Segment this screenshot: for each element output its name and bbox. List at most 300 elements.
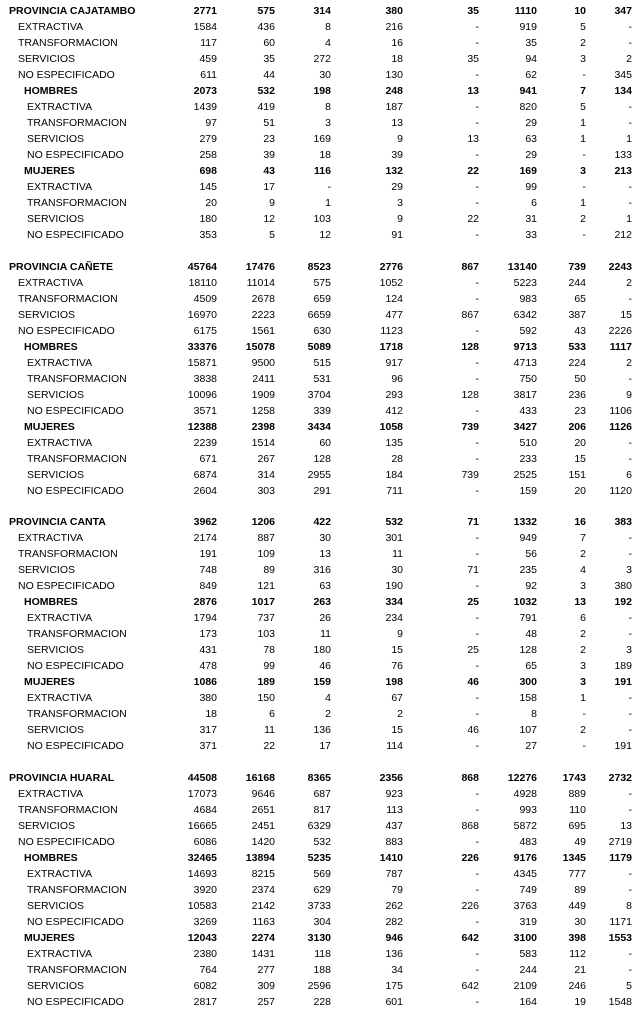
row-label: SERVICIOS: [18, 309, 75, 321]
table-cell: 65: [525, 660, 537, 672]
table-cell: 13: [467, 85, 479, 97]
table-cell: 1117: [609, 341, 632, 353]
row-label: EXTRACTIVA: [18, 21, 84, 33]
table-cell: 99: [525, 181, 537, 193]
table-cell: 8: [626, 900, 632, 912]
table-cell: 9: [397, 133, 403, 145]
row-label: EXTRACTIVA: [27, 357, 93, 369]
table-cell: 319: [519, 916, 537, 928]
table-cell: 3920: [193, 884, 217, 896]
table-cell: 946: [385, 932, 403, 944]
table-row: [0, 435, 636, 451]
table-cell: 387: [568, 309, 586, 321]
table-cell: 282: [385, 916, 403, 928]
table-row: [0, 578, 636, 594]
table-cell: 1: [626, 133, 632, 145]
province-total-row: [0, 514, 636, 530]
table-cell: 9: [626, 389, 632, 401]
table-cell: 124: [385, 293, 403, 305]
table-cell: 164: [519, 996, 537, 1008]
row-label: EXTRACTIVA: [18, 788, 84, 800]
table-cell: 23: [263, 133, 275, 145]
table-row: [0, 35, 636, 51]
table-cell: -: [582, 740, 586, 752]
table-cell: 1909: [251, 389, 275, 401]
table-cell: 10: [574, 5, 586, 17]
table-cell: -: [475, 836, 479, 848]
table-cell: 2732: [608, 772, 632, 784]
row-label: TRANSFORMACION: [27, 708, 127, 720]
table-cell: 1332: [513, 516, 537, 528]
table-cell: 2719: [608, 836, 632, 848]
table-cell: -: [327, 181, 331, 193]
row-label: SERVICIOS: [18, 53, 75, 65]
table-cell: 117: [200, 37, 217, 49]
table-row: [0, 387, 636, 403]
table-cell: 12276: [507, 772, 537, 784]
table-row: [0, 818, 636, 834]
table-row: [0, 786, 636, 802]
table-row: [0, 722, 636, 738]
table-cell: -: [628, 868, 632, 880]
table-cell: 198: [385, 676, 403, 688]
table-cell: 15871: [187, 357, 217, 369]
table-cell: 35: [263, 53, 275, 65]
table-cell: 1514: [251, 437, 275, 449]
table-cell: 353: [199, 229, 217, 241]
table-cell: -: [475, 357, 479, 369]
table-cell: 1584: [193, 21, 217, 33]
table-cell: 380: [614, 580, 632, 592]
row-label: PROVINCIA CAÑETE: [9, 261, 114, 273]
table-cell: 531: [313, 373, 331, 385]
table-cell: 44: [263, 69, 275, 81]
table-cell: 1: [580, 117, 586, 129]
table-cell: 339: [313, 405, 331, 417]
table-cell: 45764: [187, 261, 217, 273]
table-cell: 23: [574, 405, 586, 417]
table-cell: 189: [257, 676, 275, 688]
table-cell: 1439: [193, 101, 217, 113]
table-cell: 303: [257, 485, 275, 497]
table-cell: 151: [568, 469, 586, 481]
table-cell: 316: [313, 564, 331, 576]
table-cell: 3817: [513, 389, 537, 401]
table-cell: -: [628, 373, 632, 385]
table-cell: 3838: [193, 373, 217, 385]
table-cell: 8: [531, 708, 537, 720]
table-cell: 868: [461, 772, 479, 784]
table-cell: 345: [614, 69, 632, 81]
table-cell: 2: [397, 708, 403, 720]
table-cell: 51: [263, 117, 275, 129]
table-cell: 18: [391, 53, 403, 65]
table-cell: 2678: [251, 293, 275, 305]
table-cell: 436: [257, 21, 275, 33]
table-cell: 2239: [193, 437, 217, 449]
table-cell: 777: [568, 868, 586, 880]
table-cell: 30: [574, 916, 586, 928]
table-cell: -: [628, 692, 632, 704]
table-cell: 431: [199, 644, 217, 656]
table-cell: 1: [580, 197, 586, 209]
table-cell: 7: [580, 85, 586, 97]
table-cell: 11: [264, 724, 275, 736]
table-cell: 2: [580, 213, 586, 225]
table-cell: 2243: [608, 261, 632, 273]
table-cell: 867: [461, 309, 479, 321]
table-cell: 6: [580, 612, 586, 624]
row-label: SERVICIOS: [27, 469, 84, 481]
table-cell: 6086: [193, 836, 217, 848]
table-cell: 3: [580, 580, 586, 592]
table-cell: 422: [313, 516, 331, 528]
table-cell: 5872: [513, 820, 537, 832]
table-cell: 1431: [251, 948, 275, 960]
table-cell: 109: [257, 548, 275, 560]
table-cell: 1553: [608, 932, 632, 944]
table-cell: 277: [257, 964, 275, 976]
table-cell: 1561: [251, 325, 275, 337]
table-cell: 6659: [307, 309, 331, 321]
table-cell: 79: [391, 884, 403, 896]
row-label: EXTRACTIVA: [27, 101, 93, 113]
table-cell: 2411: [252, 373, 275, 385]
table-cell: 279: [199, 133, 217, 145]
table-cell: 817: [313, 804, 331, 816]
table-cell: -: [475, 580, 479, 592]
table-row: [0, 882, 636, 898]
table-cell: 244: [519, 964, 537, 976]
table-cell: 8: [325, 21, 331, 33]
table-cell: 17: [263, 181, 275, 193]
table-cell: 71: [467, 564, 479, 576]
table-cell: 923: [385, 788, 403, 800]
table-cell: 2: [580, 644, 586, 656]
table-cell: 889: [568, 788, 586, 800]
table-cell: 6: [626, 469, 632, 481]
table-cell: 8523: [307, 261, 331, 273]
row-label: EXTRACTIVA: [27, 868, 93, 880]
table-cell: 695: [568, 820, 586, 832]
table-cell: 173: [199, 628, 217, 640]
table-cell: 1420: [251, 836, 275, 848]
table-cell: 2: [580, 37, 586, 49]
table-cell: 191: [614, 676, 632, 688]
table-cell: -: [475, 69, 479, 81]
table-row: [0, 690, 636, 706]
table-cell: -: [628, 197, 632, 209]
table-cell: -: [475, 884, 479, 896]
table-cell: 17: [319, 740, 331, 752]
row-label: SERVICIOS: [27, 213, 84, 225]
table-cell: 18110: [188, 277, 217, 289]
group-total-row: [0, 339, 636, 355]
table-cell: 2876: [193, 596, 217, 608]
table-cell: -: [582, 181, 586, 193]
table-cell: 347: [614, 5, 632, 17]
table-cell: 175: [385, 980, 403, 992]
table-cell: 1123: [380, 325, 403, 337]
table-cell: 63: [525, 133, 537, 145]
table-cell: 510: [519, 437, 537, 449]
table-cell: 15: [620, 309, 632, 321]
table-row: [0, 451, 636, 467]
table-cell: 159: [313, 676, 331, 688]
table-cell: 13: [319, 548, 331, 560]
row-label: NO ESPECIFICADO: [27, 916, 124, 928]
table-cell: 532: [257, 85, 275, 97]
table-cell: 3: [580, 660, 586, 672]
table-cell: 272: [313, 53, 331, 65]
table-cell: 8365: [307, 772, 331, 784]
table-cell: 30: [319, 69, 331, 81]
table-cell: 113: [386, 804, 403, 816]
table-cell: 18: [319, 149, 331, 161]
table-row: [0, 994, 636, 1010]
table-row: [0, 530, 636, 546]
group-total-row: [0, 594, 636, 610]
table-cell: -: [475, 485, 479, 497]
table-cell: 3733: [307, 900, 331, 912]
table-row: [0, 403, 636, 419]
table-cell: 13: [574, 596, 586, 608]
table-cell: 314: [313, 5, 331, 17]
table-cell: 94: [525, 53, 537, 65]
table-cell: 2604: [193, 485, 217, 497]
table-cell: 1126: [609, 421, 632, 433]
table-cell: 128: [461, 389, 479, 401]
table-cell: 3: [580, 53, 586, 65]
table-cell: 9: [397, 628, 403, 640]
row-label: HOMBRES: [24, 341, 78, 353]
table-cell: 3: [580, 676, 586, 688]
table-cell: 983: [519, 293, 537, 305]
table-cell: 31: [525, 213, 537, 225]
table-cell: 30: [391, 564, 403, 576]
table-cell: 116: [314, 165, 331, 177]
table-cell: 29: [525, 117, 537, 129]
table-cell: 3571: [193, 405, 217, 417]
table-cell: 642: [461, 980, 479, 992]
table-cell: 2398: [251, 421, 275, 433]
table-cell: 300: [519, 676, 537, 688]
table-cell: 13: [620, 820, 632, 832]
row-label: EXTRACTIVA: [27, 181, 93, 193]
table-cell: 9646: [251, 788, 275, 800]
table-cell: -: [628, 612, 632, 624]
table-cell: 4928: [513, 788, 537, 800]
table-cell: 43: [263, 165, 275, 177]
table-cell: 867: [461, 261, 479, 273]
table-cell: 917: [385, 357, 403, 369]
table-cell: 2776: [379, 261, 403, 273]
table-row: [0, 19, 636, 35]
table-cell: -: [475, 788, 479, 800]
table-cell: 46: [319, 660, 331, 672]
table-cell: 27: [525, 740, 537, 752]
table-cell: -: [628, 948, 632, 960]
table-cell: 2174: [193, 532, 217, 544]
row-label: NO ESPECIFICADO: [27, 996, 124, 1008]
table-cell: 33: [525, 229, 537, 241]
table-cell: 11: [320, 628, 331, 640]
table-cell: 2451: [251, 820, 275, 832]
table-cell: 43: [574, 325, 586, 337]
table-cell: 25: [467, 644, 479, 656]
row-label: NO ESPECIFICADO: [27, 229, 124, 241]
table-cell: 314: [257, 469, 275, 481]
table-cell: -: [582, 149, 586, 161]
table-row: [0, 962, 636, 978]
table-cell: -: [475, 660, 479, 672]
table-cell: 15: [391, 724, 403, 736]
table-cell: 2: [325, 708, 331, 720]
table-cell: 13140: [507, 261, 537, 273]
table-cell: 6342: [513, 309, 537, 321]
table-cell: 39: [391, 149, 403, 161]
row-label: PROVINCIA HUARAL: [9, 772, 115, 784]
table-cell: 78: [263, 644, 275, 656]
table-cell: 380: [199, 692, 217, 704]
table-cell: 583: [519, 948, 537, 960]
table-row: [0, 802, 636, 818]
table-cell: 1086: [193, 676, 217, 688]
table-cell: 630: [313, 325, 331, 337]
table-cell: 50: [574, 373, 586, 385]
row-label: TRANSFORMACION: [27, 453, 127, 465]
table-cell: 92: [525, 580, 537, 592]
table-cell: 150: [257, 692, 275, 704]
table-cell: 4509: [193, 293, 217, 305]
table-cell: 46: [467, 724, 479, 736]
table-cell: 15: [391, 644, 403, 656]
table-row: [0, 978, 636, 994]
table-cell: 71: [467, 516, 479, 528]
table-cell: 159: [519, 485, 537, 497]
row-label: HOMBRES: [24, 85, 78, 97]
row-label: TRANSFORMACION: [27, 964, 127, 976]
table-row: [0, 866, 636, 882]
row-label: HOMBRES: [24, 596, 78, 608]
table-cell: -: [582, 69, 586, 81]
table-cell: 14693: [187, 868, 217, 880]
group-total-row: [0, 83, 636, 99]
table-cell: 3: [626, 644, 632, 656]
table-cell: 1206: [251, 516, 275, 528]
table-cell: -: [628, 37, 632, 49]
table-cell: 533: [568, 341, 586, 353]
table-cell: 2: [626, 357, 632, 369]
table-row: [0, 147, 636, 163]
table-cell: -: [475, 692, 479, 704]
table-cell: 110: [569, 804, 586, 816]
row-label: SERVICIOS: [27, 133, 84, 145]
table-cell: 629: [313, 884, 331, 896]
group-total-row: [0, 163, 636, 179]
table-cell: 4: [325, 37, 331, 49]
table-cell: -: [475, 293, 479, 305]
table-cell: 750: [519, 373, 537, 385]
table-cell: 1110: [514, 5, 537, 17]
table-cell: 16665: [187, 820, 217, 832]
table-cell: 739: [568, 261, 586, 273]
table-cell: 4: [325, 692, 331, 704]
table-cell: -: [475, 996, 479, 1008]
table-cell: 433: [519, 405, 537, 417]
table-cell: -: [628, 724, 632, 736]
table-cell: 7: [580, 532, 586, 544]
table-cell: 8: [325, 101, 331, 113]
row-label: TRANSFORMACION: [27, 117, 127, 129]
table-cell: 35: [525, 37, 537, 49]
table-cell: 192: [614, 596, 632, 608]
table-cell: 477: [385, 309, 403, 321]
table-cell: 135: [385, 437, 403, 449]
row-label: TRANSFORMACION: [18, 293, 118, 305]
table-cell: -: [475, 804, 479, 816]
table-row: [0, 275, 636, 291]
table-cell: -: [475, 437, 479, 449]
table-cell: 2955: [307, 469, 331, 481]
group-total-row: [0, 930, 636, 946]
table-cell: 145: [199, 181, 217, 193]
table-cell: 25: [467, 596, 479, 608]
table-cell: 304: [313, 916, 331, 928]
table-cell: 883: [385, 836, 403, 848]
table-cell: 13: [391, 117, 403, 129]
table-row: [0, 898, 636, 914]
table-cell: 133: [614, 149, 632, 161]
row-label: MUJERES: [24, 932, 75, 944]
row-label: HOMBRES: [24, 852, 78, 864]
table-cell: -: [628, 532, 632, 544]
row-label: TRANSFORMACION: [27, 884, 127, 896]
table-cell: -: [475, 548, 479, 560]
table-cell: 419: [257, 101, 275, 113]
table-cell: 3434: [307, 421, 331, 433]
table-cell: 4713: [513, 357, 537, 369]
table-cell: 18: [205, 708, 217, 720]
table-cell: 191: [199, 548, 217, 560]
table-cell: 449: [568, 900, 586, 912]
row-label: NO ESPECIFICADO: [27, 660, 124, 672]
table-cell: -: [628, 21, 632, 33]
table-cell: 22: [263, 740, 275, 752]
table-cell: -: [628, 628, 632, 640]
table-cell: 16168: [245, 772, 275, 784]
row-label: NO ESPECIFICADO: [18, 325, 115, 337]
table-cell: -: [475, 101, 479, 113]
table-cell: 1179: [609, 852, 632, 864]
table-cell: 1410: [379, 852, 403, 864]
table-cell: 2: [580, 628, 586, 640]
table-cell: 941: [519, 85, 537, 97]
province-total-row: [0, 770, 636, 786]
table-cell: 737: [257, 612, 275, 624]
province-total-row: [0, 3, 636, 19]
table-cell: 216: [385, 21, 403, 33]
table-cell: 16: [391, 37, 403, 49]
table-cell: 20: [205, 197, 217, 209]
table-cell: 5235: [307, 852, 331, 864]
row-label: TRANSFORMACION: [18, 804, 118, 816]
row-label: TRANSFORMACION: [27, 628, 127, 640]
table-cell: 12043: [187, 932, 217, 944]
table-cell: 1058: [379, 421, 403, 433]
table-cell: 22: [467, 213, 479, 225]
table-cell: -: [628, 788, 632, 800]
